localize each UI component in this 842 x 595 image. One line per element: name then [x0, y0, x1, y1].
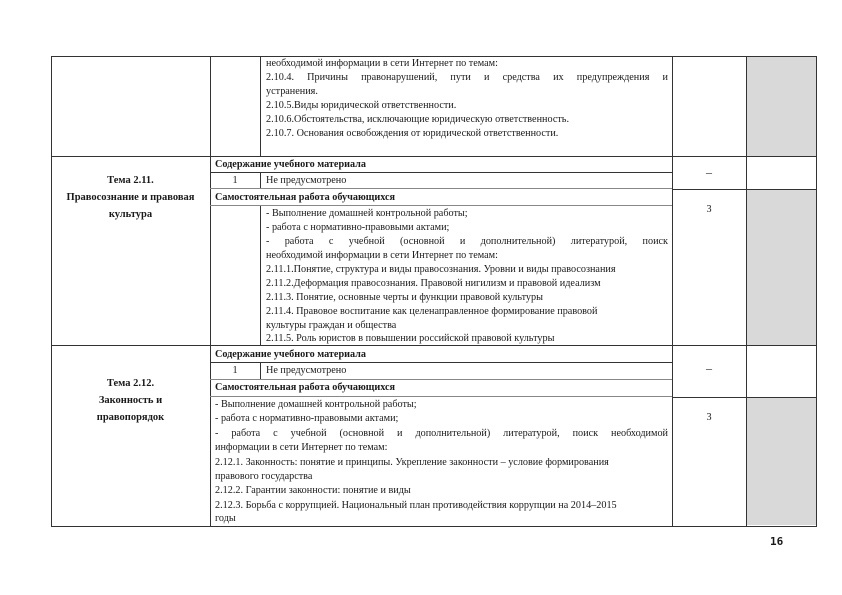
- list-item: 2.12.2. Гарантии законности: понятие и виды: [215, 485, 411, 496]
- row-divider: [210, 379, 672, 380]
- hours-value: 3: [706, 204, 712, 215]
- list-item: годы: [215, 513, 236, 524]
- shaded-cell: [746, 56, 816, 156]
- topic-title-line: Тема 2.11.: [107, 175, 154, 186]
- content-header: Содержание учебного материала: [215, 159, 366, 170]
- col-divider-num: [260, 172, 261, 188]
- shaded-cell: [746, 397, 816, 525]
- content-line: 2.10.6.Обстоятельства, исключающие юридическую ответственность.: [266, 114, 569, 125]
- list-item: - работа с учебной (основной и дополнительной) литературой, поиск: [266, 236, 668, 247]
- hours-value: –: [706, 361, 712, 375]
- shaded-cell: [746, 189, 816, 345]
- list-item: - работа с учебной (основной и дополнительной) литературой, поиск необходимой: [215, 428, 668, 439]
- list-item: - работа с нормативно-правовыми актами;: [266, 222, 450, 233]
- row-divider: [210, 205, 672, 206]
- topic-title-line: Законность и: [98, 395, 163, 406]
- list-item: 2.11.4. Правовое воспитание как целенаправленное формирование правовой: [266, 306, 598, 317]
- content-line: 2.10.7. Основания освобождения от юридической ответственности.: [266, 128, 559, 139]
- row-divider: [210, 188, 672, 189]
- row-divider: [51, 156, 817, 157]
- row-divider: [672, 189, 817, 190]
- list-item: правового государства: [215, 471, 313, 482]
- topic-title-line: культура: [108, 209, 153, 220]
- list-item: - Выполнение домашней контрольной работы;: [215, 399, 417, 410]
- col-divider-level: [746, 56, 747, 526]
- content-line: 2.10.5.Виды юридической ответственности.: [266, 100, 457, 111]
- table-border-right: [816, 56, 817, 526]
- topic-title-line: Правосознание и правовая: [66, 192, 195, 203]
- row-divider: [672, 397, 817, 398]
- list-item: 2.12.3. Борьба с коррупцией. Национальный план противодействия коррупции на 2014–2015: [215, 500, 617, 511]
- hours-value: –: [706, 165, 712, 179]
- table-border-left: [51, 56, 52, 526]
- list-item: культуры граждан и общества: [266, 320, 397, 331]
- col-divider-num: [260, 205, 261, 345]
- row-number: 1: [232, 365, 238, 376]
- list-item: 2.11.2.Деформация правосознания. Правовой нигилизм и правовой идеализм: [266, 278, 601, 289]
- content-header: Содержание учебного материала: [215, 349, 366, 360]
- self-work-header: Самостоятельная работа обучающихся: [215, 382, 396, 393]
- col-divider-num: [260, 362, 261, 379]
- list-item: информации в сети Интернет по темам:: [215, 442, 388, 453]
- list-item: - работа с нормативно-правовыми актами;: [215, 413, 399, 424]
- row-text: Не предусмотрено: [266, 175, 347, 186]
- hours-value: 3: [706, 412, 712, 423]
- content-line: 2.10.4. Причины правонарушений, пути и средства их предупреждения и: [266, 72, 668, 83]
- list-item: необходимой информации в сети Интернет по темам:: [266, 250, 498, 261]
- content-line: устранения.: [266, 86, 318, 97]
- topic-title-line: правопорядок: [96, 412, 165, 423]
- col-divider-num: [260, 56, 261, 156]
- col-divider-topic: [210, 56, 211, 526]
- list-item: - Выполнение домашней контрольной работы;: [266, 208, 468, 219]
- topic-title: [51, 375, 210, 426]
- list-item: 2.11.1.Понятие, структура и виды правосознания. Уровни и виды правосознания: [266, 264, 616, 275]
- topic-title-line: Тема 2.12.: [106, 378, 155, 389]
- self-work-header: Самостоятельная работа обучающихся: [215, 192, 396, 203]
- list-item: 2.11.5. Роль юристов в повышении российской правовой культуры: [266, 333, 555, 344]
- row-divider: [210, 172, 672, 173]
- table-border-bottom: [51, 526, 817, 527]
- list-item: 2.11.3. Понятие, основные черты и функции правовой культуры: [266, 292, 543, 303]
- row-text: Не предусмотрено: [266, 365, 347, 376]
- col-divider-hours: [672, 56, 673, 526]
- row-divider: [210, 362, 672, 363]
- row-number: 1: [232, 175, 238, 186]
- list-item: 2.12.1. Законность: понятие и принципы. Укрепление законности – условие формирования: [215, 457, 609, 468]
- content-line: необходимой информации в сети Интернет по темам:: [266, 58, 498, 69]
- topic-title: [51, 172, 210, 223]
- row-divider: [210, 396, 672, 397]
- page-number: 16: [770, 535, 784, 548]
